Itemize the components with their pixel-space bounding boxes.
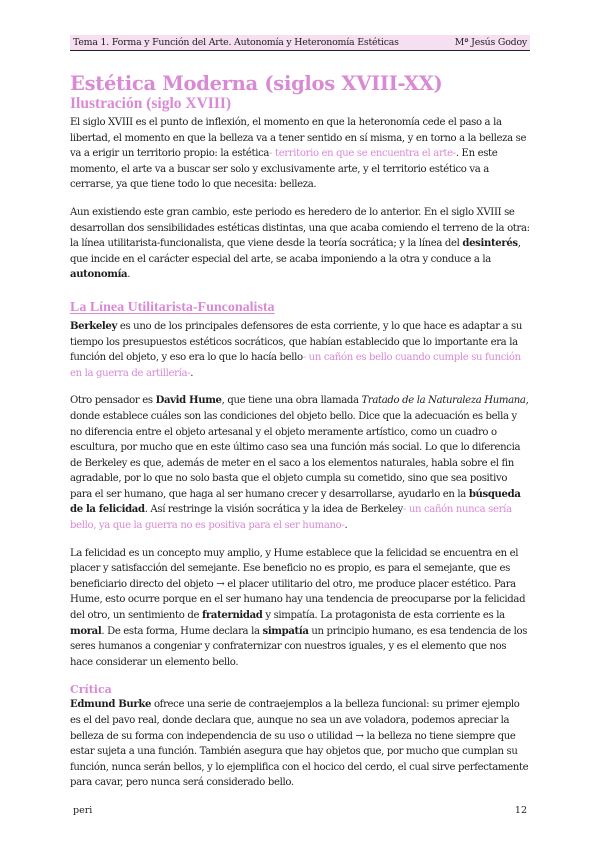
aside-note: - territorio en que se encuentra el arte- <box>269 148 456 160</box>
paragraph-felicidad: La felicidad es un concepto muy amplio, y Hume establece que la felicidad se encuentra en el placer y satisfacción del semejante. Ese beneficio no es propio, es para el semejante, que es beneficiario directo del objeto → el placer utilitario del otro, me produce placer estético. Para Hume, esto ocurre porque en el ser humano hay una tendencia de preocuparse por la felicidad del otro, un sentimiento de fraternidad y simpatía. La protagonista de esta corriente es la moral. De esta forma, Hume declara la simpatía un principio humano, es esa tendencia de los seres humanos a congeniar y confraternizar con nuestros iguales, y es el elemento que nos hace considerar un elemento bello. <box>70 547 528 668</box>
page-body <box>70 73 530 803</box>
book-title: Tratado de la Naturaleza Humana <box>361 395 526 407</box>
page-header <box>70 35 530 51</box>
aside-note: - un cañón es bello cuando cumple su función en la guerra de artillería- <box>70 352 521 379</box>
header-author: Mª Jesús Godoy <box>454 37 527 48</box>
paragraph-berkeley: Berkeley es uno de los principales defensores de esta corriente, y lo que hace es adaptar a su tiempo los presupuestos estéticos socráticos, que habían establecido que lo importante era la función del objeto, y eso era lo que lo hacía bello- un cañón es bello cuando cumple su función en la guerra de artillería-. <box>70 320 523 379</box>
term-fraternidad: fraternidad <box>201 610 263 622</box>
paragraph-burke: Edmund Burke ofrece una serie de contraejemplos a la belleza funcional: su primer ejemplo es el del pavo real, donde declara que, aunque no sea un ave voladora, podemos apreciar la belleza de su forma con independencia de su uso o utilidad → la belleza no tiene siempre que estar sujeta a una función. También asegura que hay objetos que, por mucho que cumplan su función, nunca serán bellos, y lo ejemplifica con el hocico del cerdo, el cual sirve perfectamente para cavar, pero nunca será considerado bello. <box>70 699 529 789</box>
name-berkeley: Berkeley <box>70 320 118 332</box>
term-simpatia: simpatía <box>262 625 309 637</box>
page-number: 12 <box>514 805 527 816</box>
section-heading: La Línea Utilitarista-Funconalista <box>70 299 275 315</box>
footer-label: peri <box>73 805 93 816</box>
page-subtitle: Ilustración (siglo XVIII) <box>70 95 232 112</box>
term-desinteres: desinterés <box>462 238 518 250</box>
paragraph-intro: El siglo XVIII es el punto de inflexión, el momento en que la heteronomía cede el paso a la libertad, el momento en que la belleza va a tener sentido en sí misma, y en torno a la belleza se va a erigir un territorio propio: la estética- territorio en que se encuentra el arte-. En este momento, el arte va a buscar ser solo y exclusivamente arte, y el territorio estético va a cerrarse, ya que tiene todo lo que necesita: belleza. <box>70 117 527 191</box>
term-felicidad: búsqueda de la felicidad <box>70 488 521 516</box>
term-autonomia: autonomía <box>70 269 128 281</box>
aside-note: - un cañón nunca sería bello, ya que la guerra no es positiva para el ser humano- <box>70 504 512 532</box>
name-hume: David Hume <box>155 395 222 407</box>
subsection-heading: Crítica <box>70 683 112 697</box>
page-title: Estética Moderna (siglos XVIII-XX) <box>70 72 443 95</box>
header-topic: Tema 1. Forma y Función del Arte. Autonomía y Heteronomía Estéticas <box>73 37 399 48</box>
term-moral: moral <box>70 625 102 637</box>
name-burke: Edmund Burke <box>70 699 152 711</box>
paragraph-hume: Otro pensador es David Hume, que tiene una obra llamada Tratado de la Naturaleza Humana, donde establece cuáles son las condiciones del objeto bello. Dice que la adecuación es bella y no diferencia entre el objeto artesanal y el objeto meramente artístico, como un cuadro o escultura, por mucho que en este último caso sea una función más social. Lo que lo diferencia de Berkeley es que, además de meter en el saco a los elementos naturales, habla sobre el fin agradable, por lo que no solo basta que el objeto cumpla su cometido, sino que sea positivo para el ser humano, que haga al ser humano crecer y desarrollarse, ayudarlo en la búsqueda de la felicidad. Así restringe la visión socrática y la idea de Berkeley- un cañón nunca sería bello, ya que la guerra no es positiva para el ser humano-. <box>70 395 529 532</box>
paragraph-sensibilities: Aun existiendo este gran cambio, este periodo es heredero de lo anterior. En el siglo XVIII se desarrollan dos sensibilidades estéticas distintas, una que acaba comiendo el terreno de la otra: la línea utilitarista-funcionalista, que viene desde la teoría socrática; y la línea del desinterés, que incide en el carácter especial del arte, se acaba imponiendo a la otra y conduce a la autonomía. <box>70 206 530 281</box>
